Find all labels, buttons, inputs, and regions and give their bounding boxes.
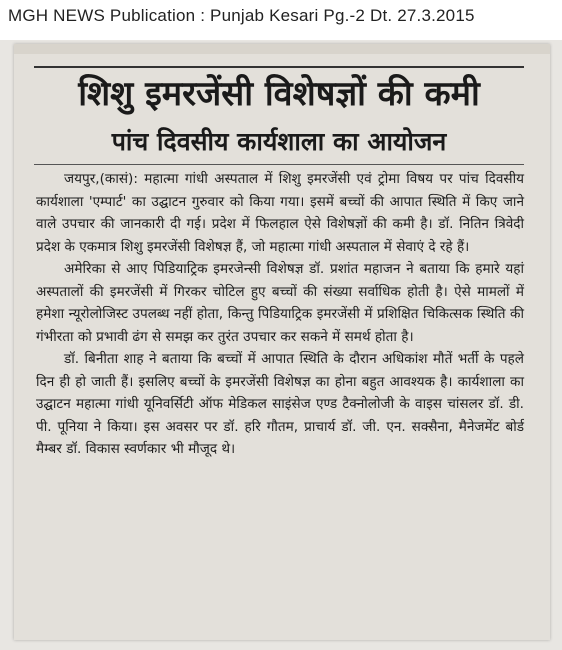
publication-line: MGH NEWS Publication : Punjab Kesari Pg.-2 Dt. 27.3.2015 [8, 6, 475, 25]
clipping-top-fragment [14, 44, 550, 54]
article-body [36, 168, 524, 461]
newspaper-clipping [14, 44, 550, 640]
article-paragraph-2: अमेरिका से आए पिडियाट्रिक इमरजेन्सी विशेषज्ञ डॉ. प्रशांत महाजन ने बताया कि हमारे यहां अस्पतालों की इमरजेंसी में गिरकर चोटिल हुए बच्चों की संख्या सर्वाधिक होती है। ऐसे मामलों में हमेशा न्यूरोलोजिस्ट उपलब्ध नहीं होता, किन्तु पिडियाट्रिक इमरजेंसी में प्रशिक्षित चिकित्सक स्थिति की गंभीरता को प्रभावी ढंग से समझ कर तुरंत उपचार कर सकने में समर्थ होता है। [36, 261, 524, 345]
publication-header-bar [0, 0, 562, 40]
subheadline-rule [34, 164, 524, 165]
article-paragraph-1 [36, 168, 524, 258]
article-headline: शिशु इमरजेंसी विशेषज्ञों की कमी [78, 74, 480, 114]
article-subheadline: पांच दिवसीय कार्यशाला का आयोजन [111, 127, 447, 156]
article-paragraph-3: डॉ. बिनीता शाह ने बताया कि बच्चों में आपात स्थिति के दौरान अधिकांश मौतें भर्ती के पहले दिन ही हो जाती हैं। इसलिए बच्चों के इमरजेंसी विशेषज्ञ का होना बहुत आवश्यक है। कार्यशाला का उद्घाटन महात्मा गांधी यूनिवर्सिटी ऑफ मेडिकल साइंसेज एण्ड टैक्नोलोजी के वाइस चांसलर डॉ. डी. पी. पूनिया ने किया। इस अवसर पर डॉ. हरि गौतम, प्राचार्य डॉ. जी. एन. सक्सैना, मैनेजमेंट बोर्ड मैम्बर डॉ. विकास स्वर्णकार भी मौजूद थे। [36, 351, 524, 457]
paragraph-1-text: महात्मा गांधी अस्पताल में शिशु इमरजेंसी एवं ट्रोमा विषय पर पांच दिवसीय कार्यशाला 'एम्पार्ट' का उद्घाटन गुरुवार को किया गया। इसमें बच्चों की आपात स्थिति में किए जाने वाले उपचार की जानकारी दी गई। प्रदेश में फिलहाल ऐसे विशेषज्ञों की कमी है। डॉ. नितिन त्रिवेदी प्रदेश के एकमात्र शिशु इमरजेंसी विशेषज्ञ हैं, जो महात्मा गांधी अस्पताल में सेवाएं दे रहे हैं। [36, 171, 524, 255]
article-dateline: जयपुर,(कासं): [64, 171, 138, 187]
